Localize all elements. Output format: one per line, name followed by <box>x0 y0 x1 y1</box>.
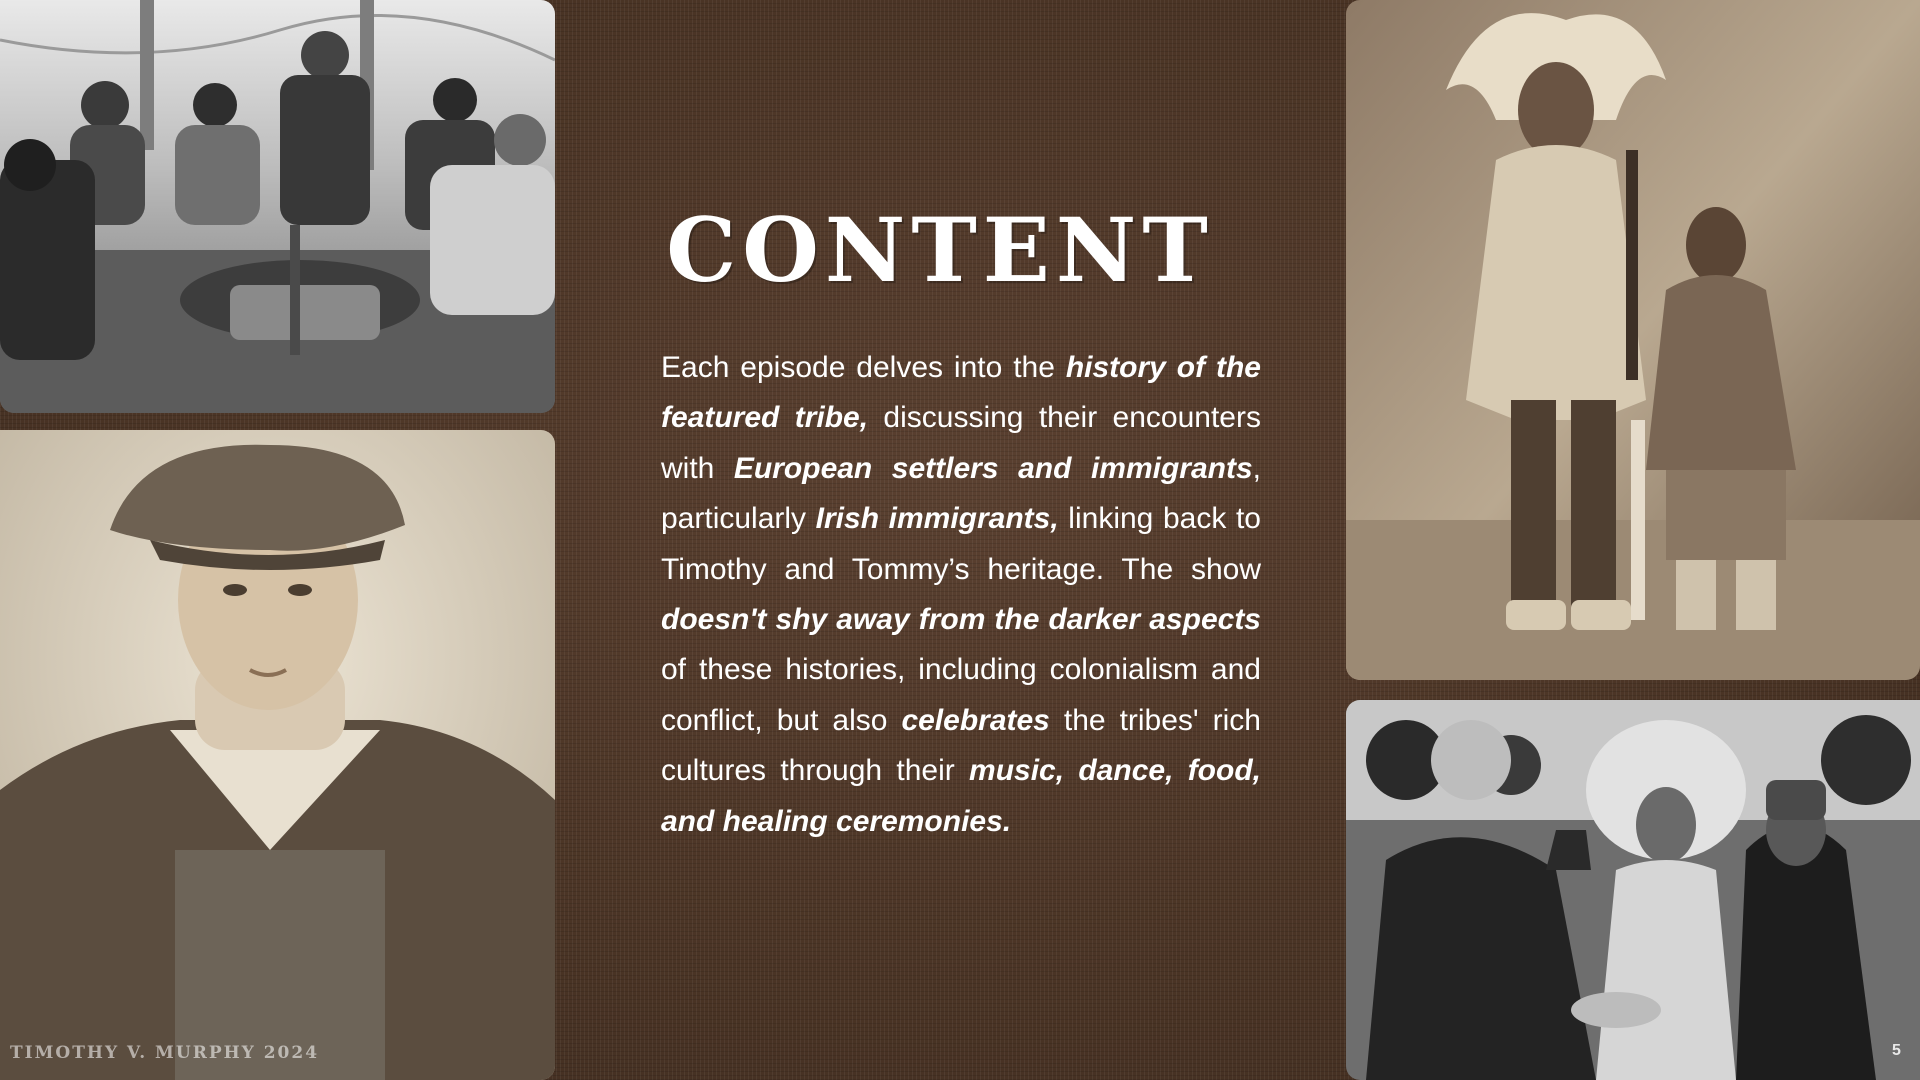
emphasis-text: celebrates <box>901 703 1050 737</box>
emphasis-text: history of the featured tribe, <box>661 351 1261 435</box>
footer-credit: TIMOTHY V. MURPHY 2024 <box>10 1043 320 1063</box>
body-text-segment: linking back to Timothy and Tommy’s heritage. The show <box>661 502 1261 586</box>
page-title: CONTENT <box>666 198 1214 302</box>
body-text-segment: discussing their encounters with <box>661 401 1261 485</box>
group-seated-in-tent-photo-icon <box>0 0 555 413</box>
page-number: 5 <box>1892 1042 1901 1059</box>
photo-group-in-tent <box>0 0 555 413</box>
chief-and-woman-portrait-icon <box>1346 0 1920 680</box>
body-text-segment: Each episode delves into the <box>661 351 1066 384</box>
emphasis-text: European settlers and immigrants <box>733 451 1253 485</box>
photo-boy-in-cap <box>0 430 555 1080</box>
photo-chief-and-woman <box>1346 0 1920 680</box>
body-text-segment: the tribes' rich cultures through their <box>661 703 1261 788</box>
emphasis-text: Irish immigrants, <box>815 502 1059 536</box>
body-text-segment: of these histories, including colonialism and conflict, but also <box>661 653 1261 737</box>
handshake-with-chief-photo-icon <box>1346 700 1920 1080</box>
emphasis-text: doesn't shy away from the darker aspects <box>661 603 1261 637</box>
emphasis-text: music, dance, food, and healing ceremonies. <box>661 754 1261 838</box>
photo-handshake <box>1346 700 1920 1080</box>
boy-in-flat-cap-portrait-icon <box>0 430 555 1080</box>
body-text-segment: , particularly <box>661 451 1261 536</box>
body-paragraph <box>661 343 1261 847</box>
